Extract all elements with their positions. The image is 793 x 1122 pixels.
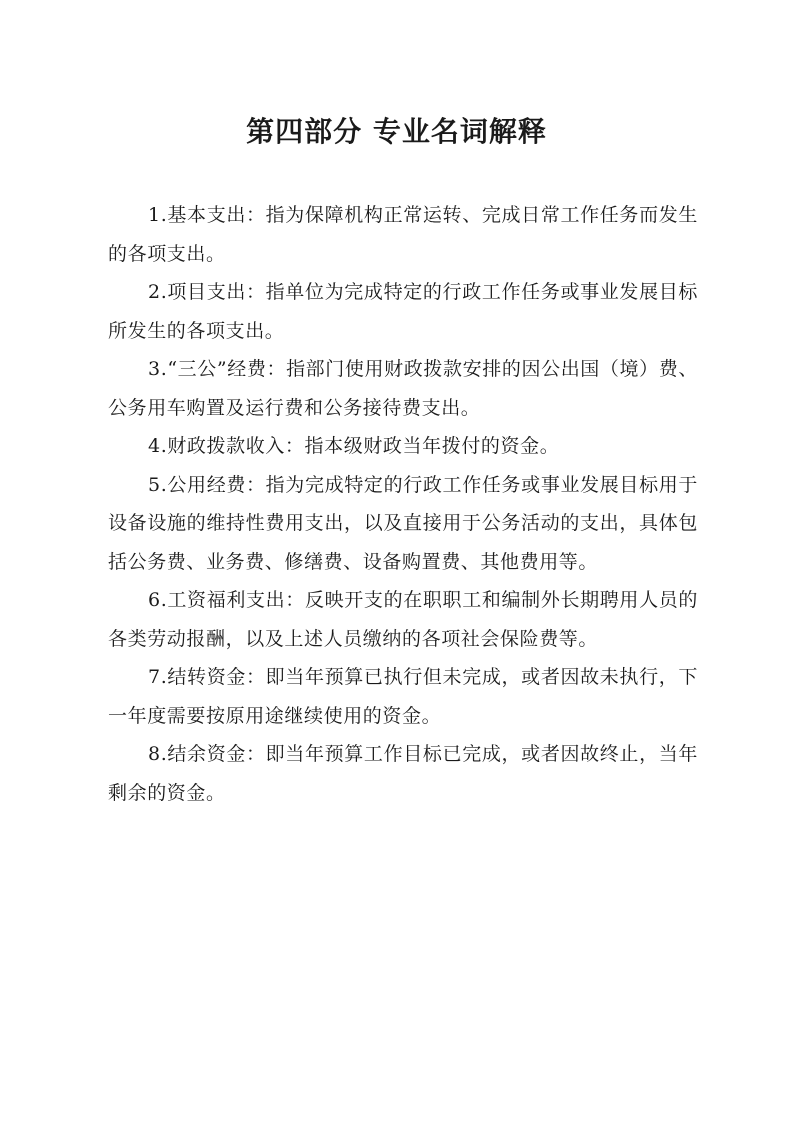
definition-public-funds: 5.公用经费：指为完成特定的行政工作任务或事业发展目标用于设备设施的维持性费用支出，以及直接用于公务活动的支出，具体包括公务费、业务费、修缮费、设备购置费、其他费用等。 bbox=[108, 473, 698, 573]
definition-carryover-funds: 7.结转资金：即当年预算已执行但未完成，或者因故未执行，下一年度需要按原用途继续使用的资金。 bbox=[108, 666, 698, 727]
definition-fiscal-appropriation-income: 4.财政拨款收入：指本级财政当年拨付的资金。 bbox=[148, 435, 560, 457]
page-title: 第四部分 专业名词解释 bbox=[246, 115, 547, 148]
definitions-list bbox=[108, 196, 698, 812]
definition-basic-expenditure: 1.基本支出：指为保障机构正常运转、完成日常工作任务而发生的各项支出。 bbox=[108, 204, 698, 265]
definition-three-public-funds: 3.“三公”经费：指部门使用财政拨款安排的因公出国（境）费、公务用车购置及运行费和公务接待费支出。 bbox=[108, 358, 698, 419]
definition-project-expenditure: 2.项目支出：指单位为完成特定的行政工作任务或事业发展目标所发生的各项支出。 bbox=[108, 281, 698, 342]
definition-wages-welfare: 6.工资福利支出：反映开支的在职职工和编制外长期聘用人员的各类劳动报酬，以及上述人员缴纳的各项社会保险费等。 bbox=[108, 589, 698, 650]
definition-surplus-funds: 8.结余资金：即当年预算工作目标已完成，或者因故终止，当年剩余的资金。 bbox=[108, 743, 698, 804]
